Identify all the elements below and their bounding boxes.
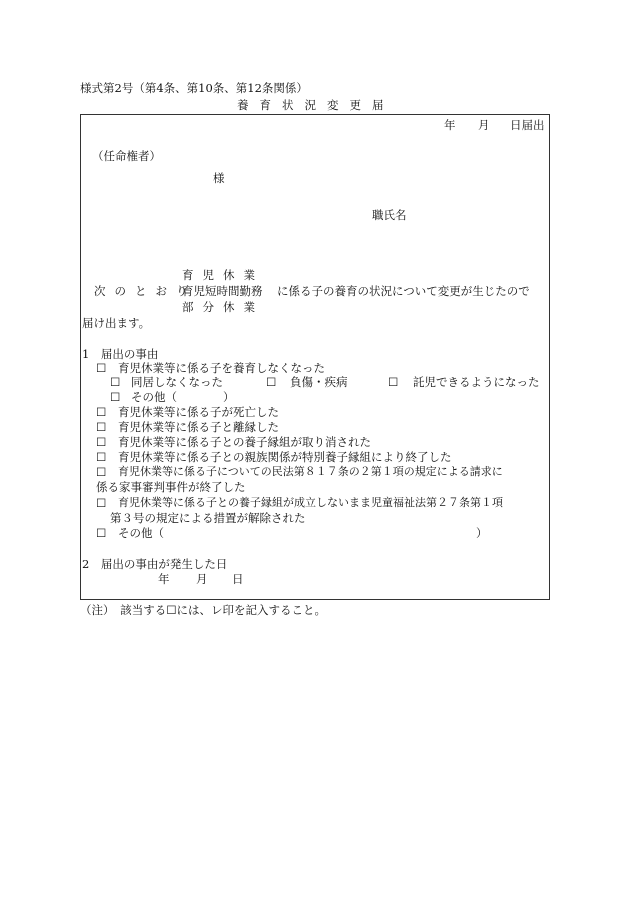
statement-lead: 次のとおり	[94, 284, 197, 298]
appointing-authority-label: （任命権者）	[92, 149, 161, 163]
reason-sub-other: その他（ ）	[131, 390, 235, 404]
reason-separated: 育児休業等に係る子と離縁した	[118, 420, 279, 434]
reason-not-raising: 育児休業等に係る子を養育しなくなった	[118, 361, 325, 375]
date-month-label: 月	[478, 118, 490, 132]
form-number: 様式第2号（第4条、第10条、第12条関係）	[80, 81, 308, 95]
checkbox-other[interactable]: ☐	[96, 526, 107, 540]
checkbox-not-living-together[interactable]: ☐	[110, 375, 121, 389]
checkbox-special-adoption[interactable]: ☐	[96, 450, 107, 464]
checkbox-adoption-cancelled[interactable]: ☐	[96, 435, 107, 449]
checkbox-injury-illness[interactable]: ☐	[266, 375, 277, 389]
footnote: （注） 該当する☐には、レ印を記入すること。	[80, 603, 327, 617]
date-submitted-label: 日届出	[510, 118, 545, 132]
checkbox-not-raising[interactable]: ☐	[96, 361, 107, 375]
page-title: 養育状況変更届	[237, 98, 395, 112]
occurrence-year-label: 年	[158, 572, 170, 586]
reason-not-living-together: 同居しなくなった	[131, 375, 223, 389]
statement-closing: 届け出ます。	[82, 316, 151, 330]
statement-body: に係る子の養育の状況について変更が生じたので	[277, 284, 530, 298]
title-name-label: 職氏名	[372, 208, 407, 222]
section2-heading: 2 届出の事由が発生した日	[82, 557, 228, 571]
reason-injury-illness: 負傷・疾病	[290, 375, 348, 389]
reason-family-court-line1: 育児休業等に係る子についての民法第８１７条の２第１項の規定による請求に	[118, 465, 503, 478]
reason-family-court-line2: 係る家事審判事件が終了した	[96, 480, 246, 494]
checkbox-separated[interactable]: ☐	[96, 420, 107, 434]
checkbox-daycare[interactable]: ☐	[388, 375, 399, 389]
leave-type-partial: 部分休業	[182, 300, 264, 314]
reason-child-died: 育児休業等に係る子が死亡した	[118, 405, 279, 419]
honorific-label: 様	[213, 171, 225, 185]
reason-other-close: ）	[476, 526, 488, 540]
checkbox-child-welfare[interactable]: ☐	[96, 496, 107, 510]
reason-child-welfare-line2: 第３号の規定による措置が解除された	[110, 511, 306, 525]
checkbox-family-court[interactable]: ☐	[96, 465, 107, 479]
reason-daycare: 託児できるようになった	[413, 375, 540, 389]
reason-adoption-cancelled: 育児休業等に係る子との養子縁組が取り消された	[118, 435, 371, 449]
reason-other: その他（	[118, 526, 164, 540]
reason-child-welfare-line1: 育児休業等に係る子との養子縁組が成立しないまま児童福祉法第２７条第１項	[118, 496, 503, 509]
date-year-label: 年	[444, 118, 456, 132]
occurrence-day-label: 日	[232, 572, 244, 586]
leave-type-shortened-hours: 育児短時間勤務	[182, 284, 263, 298]
reason-special-adoption: 育児休業等に係る子との親族関係が特別養子縁組により終了した	[118, 450, 452, 464]
section1-heading: 1 届出の事由	[82, 347, 159, 361]
occurrence-month-label: 月	[196, 572, 208, 586]
leave-type-childcare: 育児休業	[182, 268, 264, 282]
checkbox-sub-other[interactable]: ☐	[110, 390, 121, 404]
checkbox-child-died[interactable]: ☐	[96, 405, 107, 419]
